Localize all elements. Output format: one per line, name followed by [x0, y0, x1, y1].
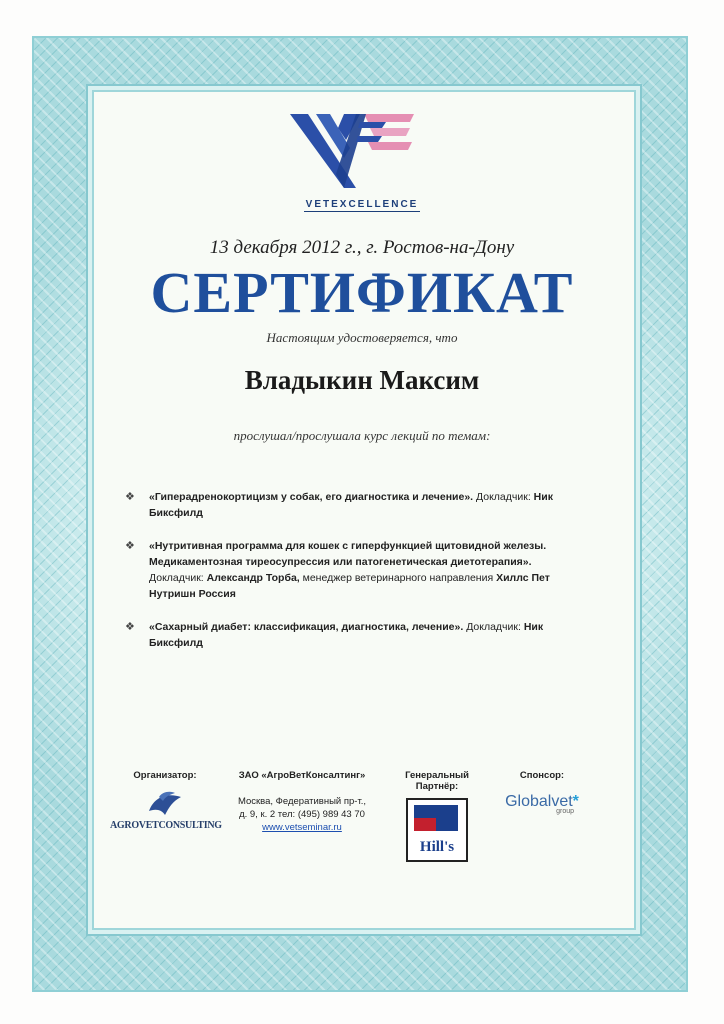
company-name: ЗАО «АгроВетКонсалтинг»	[238, 770, 366, 781]
partner-label: Генеральный Партнёр:	[405, 770, 469, 792]
company-address	[222, 795, 382, 834]
recipient-name: Владыкин Максим	[244, 365, 480, 395]
speaker-name: Александр Торба,	[206, 572, 300, 584]
sponsor-label: Спонсор:	[519, 770, 565, 781]
logo-pink-e-shape	[364, 114, 414, 150]
hills-logo	[406, 798, 468, 862]
leaf-bird-icon	[145, 791, 185, 817]
globalvet-logo-sub: group	[556, 808, 574, 815]
topic-title: «Гиперадренокортицизм у собак, его диагностика и лечение».	[149, 491, 474, 503]
certificate-date-place: 13 декабря 2012 г., г. Ростов-на-Дону	[209, 237, 515, 258]
course-intro: прослушал/прослушала курс лекций по темам:	[233, 428, 491, 443]
speaker-note: менеджер ветеринарного направления	[302, 572, 494, 584]
diamond-bullet-icon: ❖	[125, 621, 135, 633]
list-item	[125, 538, 595, 602]
agrovet-logo-text: AGROVETCONSULTING	[110, 820, 222, 831]
list-item	[125, 619, 595, 651]
organizer-label: Организатор:	[133, 770, 197, 781]
certificate-title: СЕРТИФИКАТ	[150, 260, 574, 325]
agrovet-logo	[110, 791, 220, 835]
organizer-block	[100, 770, 230, 835]
brand-name: VETEXCELLENCE	[305, 199, 419, 210]
hills-logo-red-block	[414, 818, 436, 831]
list-item	[125, 489, 595, 521]
diamond-bullet-icon: ❖	[125, 540, 135, 552]
diamond-bullet-icon: ❖	[125, 491, 135, 503]
speaker-label: Докладчик:	[466, 621, 521, 633]
address-line: Москва, Федеративный пр-т.,	[237, 796, 367, 807]
topic-title: «Нутритивная программа для кошек с гиперфункцией щитовидной железы. Медикаментозная тиреосупрессия или патогенетическая диетотерапия».	[149, 540, 547, 568]
sponsor-block	[492, 770, 592, 815]
company-block	[222, 770, 382, 834]
topic-title: «Сахарный диабет: классификация, диагностика, лечение».	[149, 621, 464, 633]
partner-block	[390, 770, 484, 862]
asterisk-icon: *	[572, 793, 579, 810]
certificate-subtitle: Настоящим удостоверяется, что	[266, 330, 458, 345]
globalvet-logo-text: Globalvet	[505, 793, 573, 810]
topics-list	[125, 489, 595, 668]
address-line: д. 9, к. 2 тел: (495) 989 43 70	[239, 809, 365, 820]
speaker-label: Докладчик:	[149, 572, 204, 584]
vetexcellence-logo	[286, 110, 418, 192]
website-link[interactable]: www.vetseminar.ru	[262, 822, 342, 833]
speaker-company: Хиллс Пет Нутришн Россия	[149, 572, 550, 600]
speaker-name: Ник Биксфилд	[149, 621, 544, 649]
hills-logo-text: Hill's	[419, 839, 455, 855]
speaker-name: Ник Биксфилд	[149, 491, 553, 519]
speaker-label: Докладчик:	[476, 491, 531, 503]
globalvet-logo	[492, 793, 592, 815]
